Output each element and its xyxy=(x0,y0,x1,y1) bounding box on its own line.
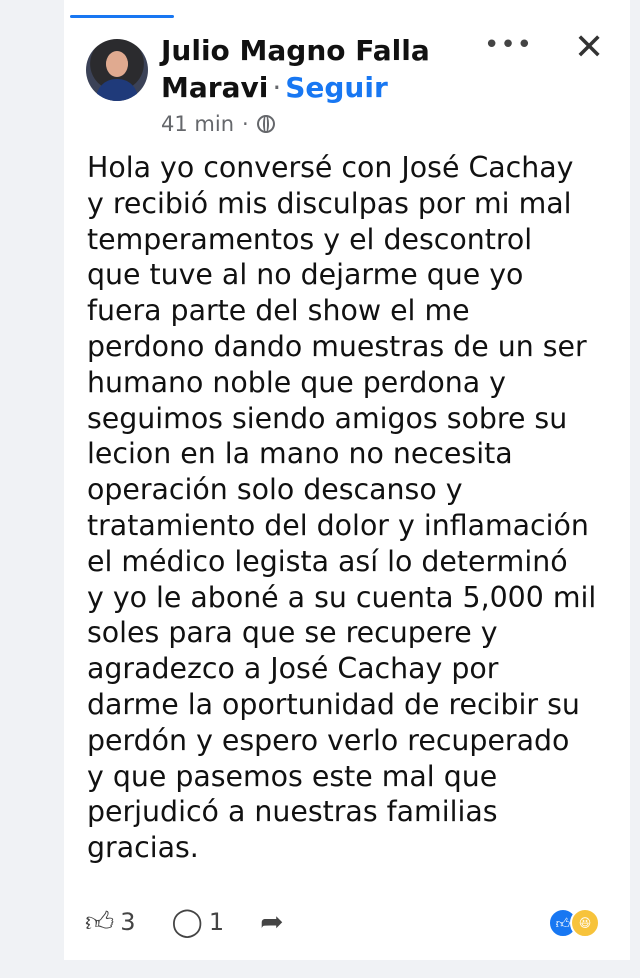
author-name[interactable] xyxy=(161,32,461,106)
comment-icon: ◯ xyxy=(171,905,203,938)
follow-button[interactable]: Seguir xyxy=(285,71,388,104)
like-reaction-icon: 👍︎ xyxy=(548,908,578,938)
comment-button[interactable] xyxy=(171,905,225,938)
haha-reaction-icon: 😆 xyxy=(570,908,600,938)
active-tab-indicator xyxy=(70,15,174,18)
like-count: 3 xyxy=(120,908,136,936)
ellipsis-icon[interactable]: ••• xyxy=(484,30,534,60)
post-meta xyxy=(161,112,275,136)
avatar-shirt xyxy=(96,79,138,101)
author-name-line1[interactable]: Julio Magno Falla xyxy=(161,34,430,67)
share-icon: ➦ xyxy=(260,905,284,938)
post-time[interactable]: 41 min xyxy=(161,112,234,136)
thumbs-up-icon: 👍︎ xyxy=(85,905,115,938)
comment-count: 1 xyxy=(208,908,225,936)
reaction-summary[interactable] xyxy=(548,908,600,938)
share-button[interactable] xyxy=(260,905,284,938)
avatar-face xyxy=(106,51,128,77)
post-text: Hola yo conversé con José Cachay y recibió mis disculpas por mi mal temperamentos y el descontrol que tuve al no dejarme que yo fuera parte del show el me perdono dando muestras de un ser humano noble que perdona y seguimos siendo amigos sobre su lecion en la mano no necesita operación solo descanso y tratamiento del dolor y inflamación el médico legista así lo determinó y yo le aboné a su cuenta 5,000 mil soles para que se recupere y agradezco a José Cachay por darme la oportunidad de recibir su perdón y espero verlo recuperado y que pasemos este mal que perjudicó a nuestras familias gracias. xyxy=(87,151,597,865)
avatar[interactable] xyxy=(86,39,148,101)
author-name-line2[interactable]: Maravi xyxy=(161,71,269,104)
separator-dot: · xyxy=(272,71,282,104)
meta-separator: · xyxy=(242,112,249,136)
globe-icon xyxy=(257,115,275,133)
post-actions xyxy=(85,902,610,942)
like-button[interactable] xyxy=(85,905,136,938)
close-icon[interactable]: ✕ xyxy=(574,27,605,68)
